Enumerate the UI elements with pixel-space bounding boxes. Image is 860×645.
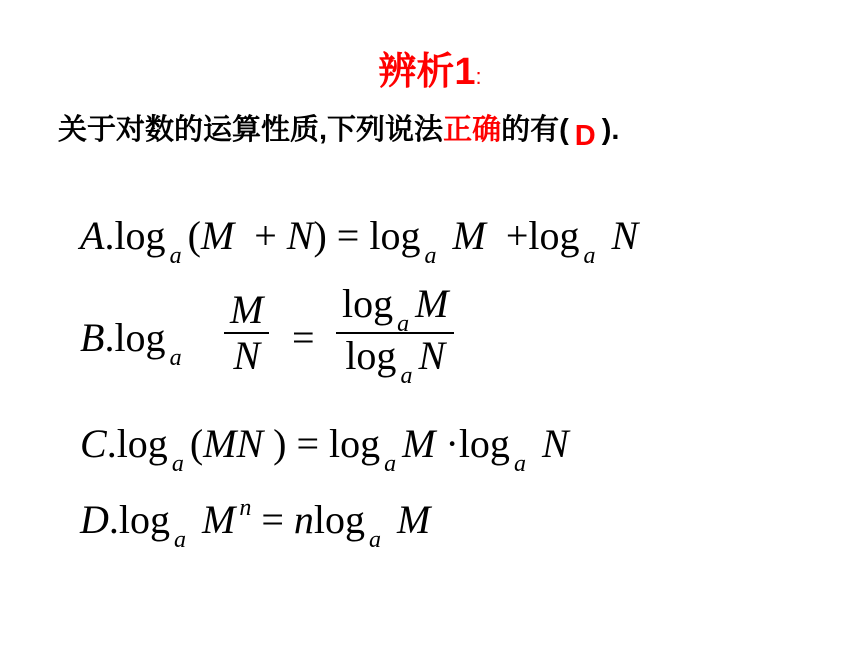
paren: ) [273, 421, 287, 466]
log-fn: log [118, 497, 171, 542]
var-mn: MN [203, 421, 264, 466]
var-m: M [402, 421, 436, 466]
log-base: a [424, 243, 437, 269]
equals-sign: = [336, 213, 360, 258]
option-a [80, 212, 639, 269]
option-d-label: D [80, 497, 109, 542]
option-c-sep: . [106, 421, 117, 466]
option-c [80, 420, 569, 477]
log-fn: log [342, 281, 394, 326]
var-n: N [611, 213, 639, 258]
log-fn: log [369, 213, 421, 258]
plus-sign: + [254, 213, 277, 258]
slide-title [0, 52, 860, 97]
paren: ) [313, 213, 327, 258]
log-fn: log [528, 213, 580, 258]
option-d-sep: . [108, 497, 119, 542]
option-a-label: A [80, 213, 105, 258]
log-fn: log [114, 315, 166, 360]
coef-n: n [293, 497, 314, 542]
log-fn: log [458, 421, 510, 466]
denominator-log-n [339, 333, 451, 389]
exponent-n: n [239, 495, 252, 521]
option-b [80, 314, 188, 371]
option-b-label: B [80, 315, 105, 360]
log-base: a [169, 345, 182, 371]
paren: ( [189, 421, 204, 466]
fraction-m-over-n [224, 288, 269, 378]
question-after1: 的有( [501, 114, 569, 146]
var-n: N [418, 333, 446, 378]
plus-sign: + [505, 213, 529, 258]
question-text [58, 110, 848, 150]
option-d [80, 495, 431, 553]
title-text: 辨析1 [378, 51, 476, 93]
log-base: a [169, 243, 182, 269]
var-m: M [200, 213, 235, 258]
denominator-n: N [233, 333, 260, 378]
paren: ( [187, 213, 201, 258]
var-m: M [452, 213, 486, 258]
equals-sign: = [296, 421, 320, 466]
fraction-log-ratio [336, 281, 454, 389]
log-fn: log [114, 213, 166, 258]
equals-sign: = [261, 497, 284, 542]
numerator-m: M [230, 287, 264, 332]
log-fn: log [116, 421, 168, 466]
option-c-label: C [80, 421, 107, 466]
var-m: M [397, 497, 431, 542]
var-n: N [286, 213, 314, 258]
option-b-sep: . [104, 315, 115, 360]
var-m: M [202, 497, 236, 542]
var-n: N [541, 421, 569, 466]
question-highlight: 正确 [443, 114, 502, 146]
answer-letter: D [574, 120, 596, 152]
log-base: a [513, 451, 526, 477]
log-base: a [171, 451, 184, 477]
option-a-sep: . [104, 213, 115, 258]
multiply-dot: · [445, 421, 459, 466]
log-base: a [583, 243, 596, 269]
equals-sign: = [292, 315, 315, 360]
log-base: a [400, 363, 413, 389]
log-fn: log [345, 333, 397, 378]
title-colon: : [475, 64, 482, 89]
log-fn: log [329, 421, 381, 466]
log-base: a [174, 527, 187, 553]
question-after2: ). [601, 114, 620, 146]
log-fn: log [313, 497, 366, 542]
numerator-log-m [336, 281, 454, 337]
log-base: a [369, 527, 382, 553]
var-m: M [415, 281, 449, 326]
log-base: a [397, 311, 410, 337]
question-before: 关于对数的运算性质,下列说法 [58, 114, 444, 146]
log-base: a [384, 451, 397, 477]
